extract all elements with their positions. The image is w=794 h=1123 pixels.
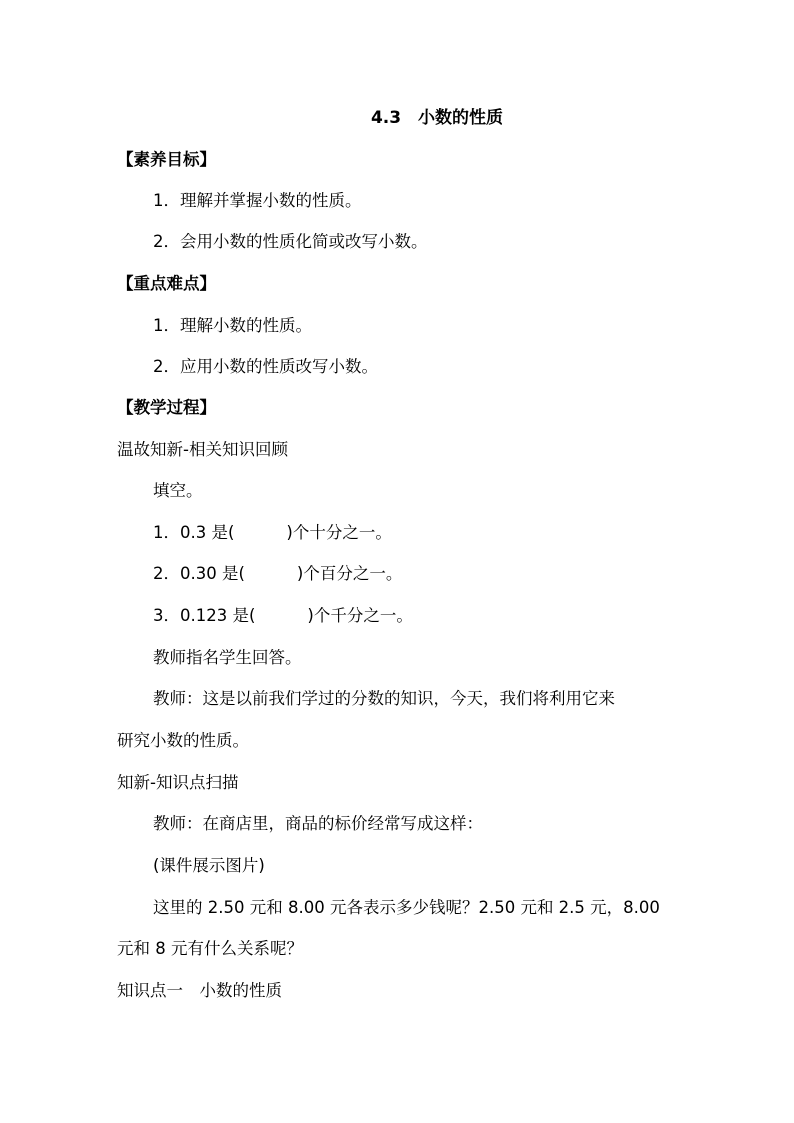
question-text-after: )个千分之一。 bbox=[307, 606, 413, 625]
goal-item-2: 2．会用小数的性质化简或改写小数。 bbox=[153, 232, 428, 251]
fill-in-instruction: 填空。 bbox=[153, 481, 203, 500]
teacher-instruction: 教师指名学生回答。 bbox=[153, 648, 302, 667]
review-heading: 温故知新-相关知识回顾 bbox=[117, 440, 288, 459]
question-text-before: 1．0.3 是( bbox=[153, 523, 235, 542]
document-title: 4.3 小数的性质 bbox=[370, 108, 504, 128]
key-points-heading: 【重点难点】 bbox=[117, 274, 216, 293]
question-text-after: )个十分之一。 bbox=[286, 523, 392, 542]
fill-blank-question-2 bbox=[153, 563, 402, 585]
question-text-before: 2．0.30 是( bbox=[153, 564, 245, 583]
fill-blank-question-1 bbox=[153, 522, 392, 544]
fill-blank-question-3 bbox=[153, 605, 413, 627]
key-point-item-2: 2．应用小数的性质改写小数。 bbox=[153, 357, 378, 376]
key-point-item-1: 1．理解小数的性质。 bbox=[153, 316, 312, 335]
knowledge-point-heading: 知识点一 小数的性质 bbox=[117, 981, 282, 1000]
goal-item-1: 1．理解并掌握小数的性质。 bbox=[153, 191, 362, 210]
question-text-before: 3．0.123 是( bbox=[153, 606, 256, 625]
question-line-1: 这里的 2.50 元和 8.00 元各表示多少钱呢？2.50 元和 2.5 元，8.00 bbox=[153, 898, 660, 917]
teacher-remark-line-2: 研究小数的性质。 bbox=[117, 731, 249, 750]
process-heading: 【教学过程】 bbox=[117, 398, 216, 417]
question-line-2: 元和 8 元有什么关系呢？ bbox=[117, 939, 303, 958]
teacher-remark-line-1: 教师：这是以前我们学过的分数的知识，今天，我们将利用它来 bbox=[153, 689, 615, 708]
question-text-after: )个百分之一。 bbox=[296, 564, 403, 583]
shop-line: 教师：在商店里，商品的标价经常写成这样： bbox=[153, 814, 483, 833]
new-knowledge-heading: 知新-知识点扫描 bbox=[117, 773, 239, 792]
courseware-line: (课件展示图片) bbox=[153, 856, 265, 875]
goals-heading: 【素养目标】 bbox=[117, 150, 216, 169]
